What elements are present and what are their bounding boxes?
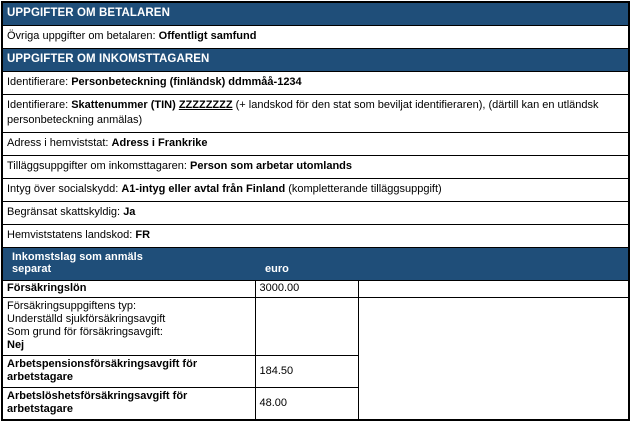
identifier-row: [2, 72, 629, 95]
payer-section-header-row: [2, 2, 629, 26]
limited-tax-liability-row: [2, 202, 629, 225]
field-value: A1-intyg eller avtal från Finland: [121, 183, 286, 195]
field-value: Ja: [123, 206, 136, 218]
income-types-title: Inkomstslag som anmäls separat: [12, 251, 143, 275]
spacer-cell: [358, 281, 629, 298]
field-label: Intyg över socialskydd:: [7, 183, 119, 195]
euro-column-header: euro: [265, 262, 289, 275]
income-earner-section-title: UPPGIFTER OM INKOMSTTAGAREN: [2, 49, 629, 72]
income-type-label: Arbetslöshetsförsäkringsavgift för arbetstagare: [2, 388, 255, 421]
limited-tax-liability-cell: [2, 202, 629, 225]
amount-value-empty: [255, 298, 358, 356]
insurance-info-line: Underställd sjukförsäkringsavgift: [7, 313, 166, 325]
additional-info-row: [2, 156, 629, 179]
field-value: Personbeteckning (finländsk) ddmmåå-1234: [71, 76, 302, 88]
tax-number-cell: [2, 95, 629, 133]
spacer-cell-merged: [358, 298, 629, 421]
field-label: Adress i hemviststat:: [7, 137, 109, 149]
field-note: (+ landskod för den stat som beviljat identifieraren), (därtill kan en utländsk personbeteckning anmälas): [7, 99, 599, 126]
insurance-info-type-cell: [2, 298, 255, 356]
field-value: Offentligt samfund: [158, 30, 257, 42]
field-value: Adress i Frankrike: [111, 137, 208, 149]
income-type-label: Arbetspensionsförsäkringsavgift för arbetstagare: [2, 356, 255, 388]
insurance-info-line: Försäkringsuppgiftens typ:: [7, 300, 137, 312]
income-register-table: [1, 1, 630, 421]
field-label: Tilläggsuppgifter om inkomsttagaren:: [7, 160, 187, 172]
amount-value: 3000.00: [255, 281, 358, 298]
field-label: Hemviststatens landskod:: [7, 229, 133, 241]
address-row: [2, 133, 629, 156]
income-type-label: Försäkringslön: [2, 281, 255, 298]
payer-section-title: UPPGIFTER OM BETALAREN: [2, 2, 629, 26]
payer-other-info-cell: [2, 26, 629, 49]
payer-other-info-row: [2, 26, 629, 49]
country-code-cell: [2, 225, 629, 248]
social-security-certificate-cell: [2, 179, 629, 202]
field-value: Skattenummer (TIN): [71, 99, 176, 111]
field-label: Begränsat skattskyldig:: [7, 206, 121, 218]
insurance-info-line: Som grund för försäkringsavgift:: [7, 326, 163, 338]
additional-info-cell: [2, 156, 629, 179]
insurance-info-type-row: [2, 298, 629, 356]
social-security-certificate-row: [2, 179, 629, 202]
field-note: (kompletterande tilläggsuppgift): [288, 183, 442, 195]
field-label: Identifierare:: [7, 99, 69, 111]
tax-number-row: [2, 95, 629, 133]
amount-value: 184.50: [255, 356, 358, 388]
identifier-cell: [2, 72, 629, 95]
field-value: FR: [135, 229, 151, 241]
field-label: Övriga uppgifter om betalaren:: [7, 30, 156, 42]
field-value: Person som arbetar utomlands: [190, 160, 353, 172]
country-code-row: [2, 225, 629, 248]
income-types-header-row: [2, 248, 629, 281]
insurance-salary-row: [2, 281, 629, 298]
amount-value: 48.00: [255, 388, 358, 421]
income-earner-section-header-row: [2, 49, 629, 72]
income-types-header-cell: [2, 248, 629, 281]
address-cell: [2, 133, 629, 156]
insurance-info-answer: Nej: [7, 339, 25, 351]
tax-number-placeholder: ZZZZZZZZ: [178, 99, 233, 111]
field-label: Identifierare:: [7, 76, 69, 88]
